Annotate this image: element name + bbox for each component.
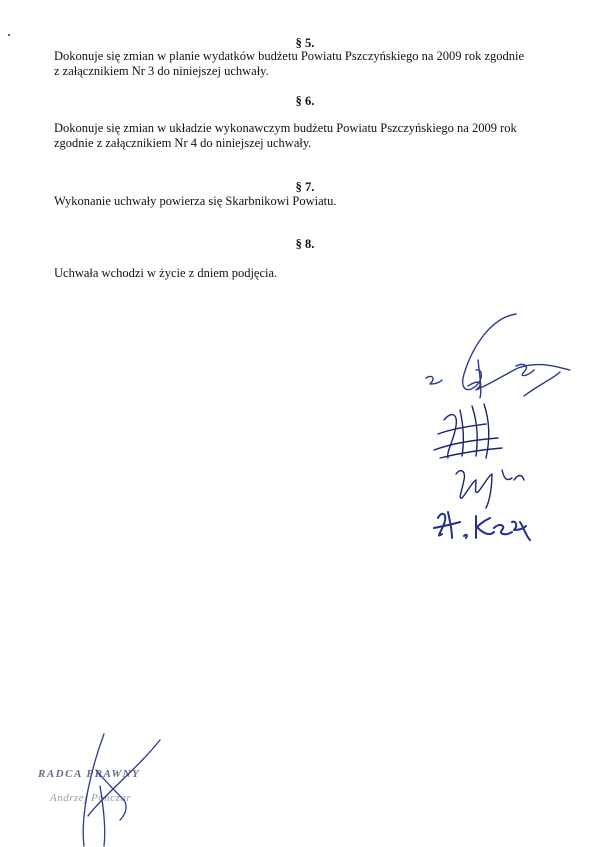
signatures-block	[420, 308, 590, 558]
signature-4	[434, 512, 530, 540]
section-6-line-1: Dokonuje się zmian w układzie wykonawczym budżetu Powiatu Pszczyńskiego na 2009 rok	[54, 121, 517, 135]
stamp-name: Andrzej Pończar	[50, 792, 132, 804]
signature-2	[434, 404, 502, 458]
section-7-heading: § 7.	[295, 180, 315, 194]
handwritten-signatures	[420, 308, 590, 558]
section-7-text	[54, 194, 554, 209]
section-6-heading: § 6.	[295, 94, 315, 108]
section-5-line-1: Dokonuje się zmian w planie wydatków budżetu Powiatu Pszczyńskiego na 2009 rok zgodnie	[54, 49, 525, 63]
stamp-signature	[34, 730, 214, 847]
section-8-line-1: Uchwała wchodzi w życie z dniem podjęcia.	[54, 266, 278, 280]
signature-3	[456, 470, 524, 508]
section-7-line-1: Wykonanie uchwały powierza się Skarbnikowi Powiatu.	[54, 194, 337, 208]
stamp-title: RADCA PRAWNY	[38, 768, 141, 780]
section-5-text	[54, 49, 554, 79]
section-8-heading: § 8.	[295, 237, 315, 251]
section-6-line-2: zgodnie z załącznikiem Nr 4 do niniejszej uchwały.	[54, 136, 312, 150]
section-6-text	[54, 121, 554, 151]
signature-1	[426, 314, 570, 398]
section-8-text	[54, 266, 554, 281]
section-5-line-2: z załącznikiem Nr 3 do niniejszej uchwały.	[54, 64, 269, 78]
section-5-heading: § 5.	[295, 36, 315, 50]
legal-counsel-stamp	[34, 730, 214, 847]
